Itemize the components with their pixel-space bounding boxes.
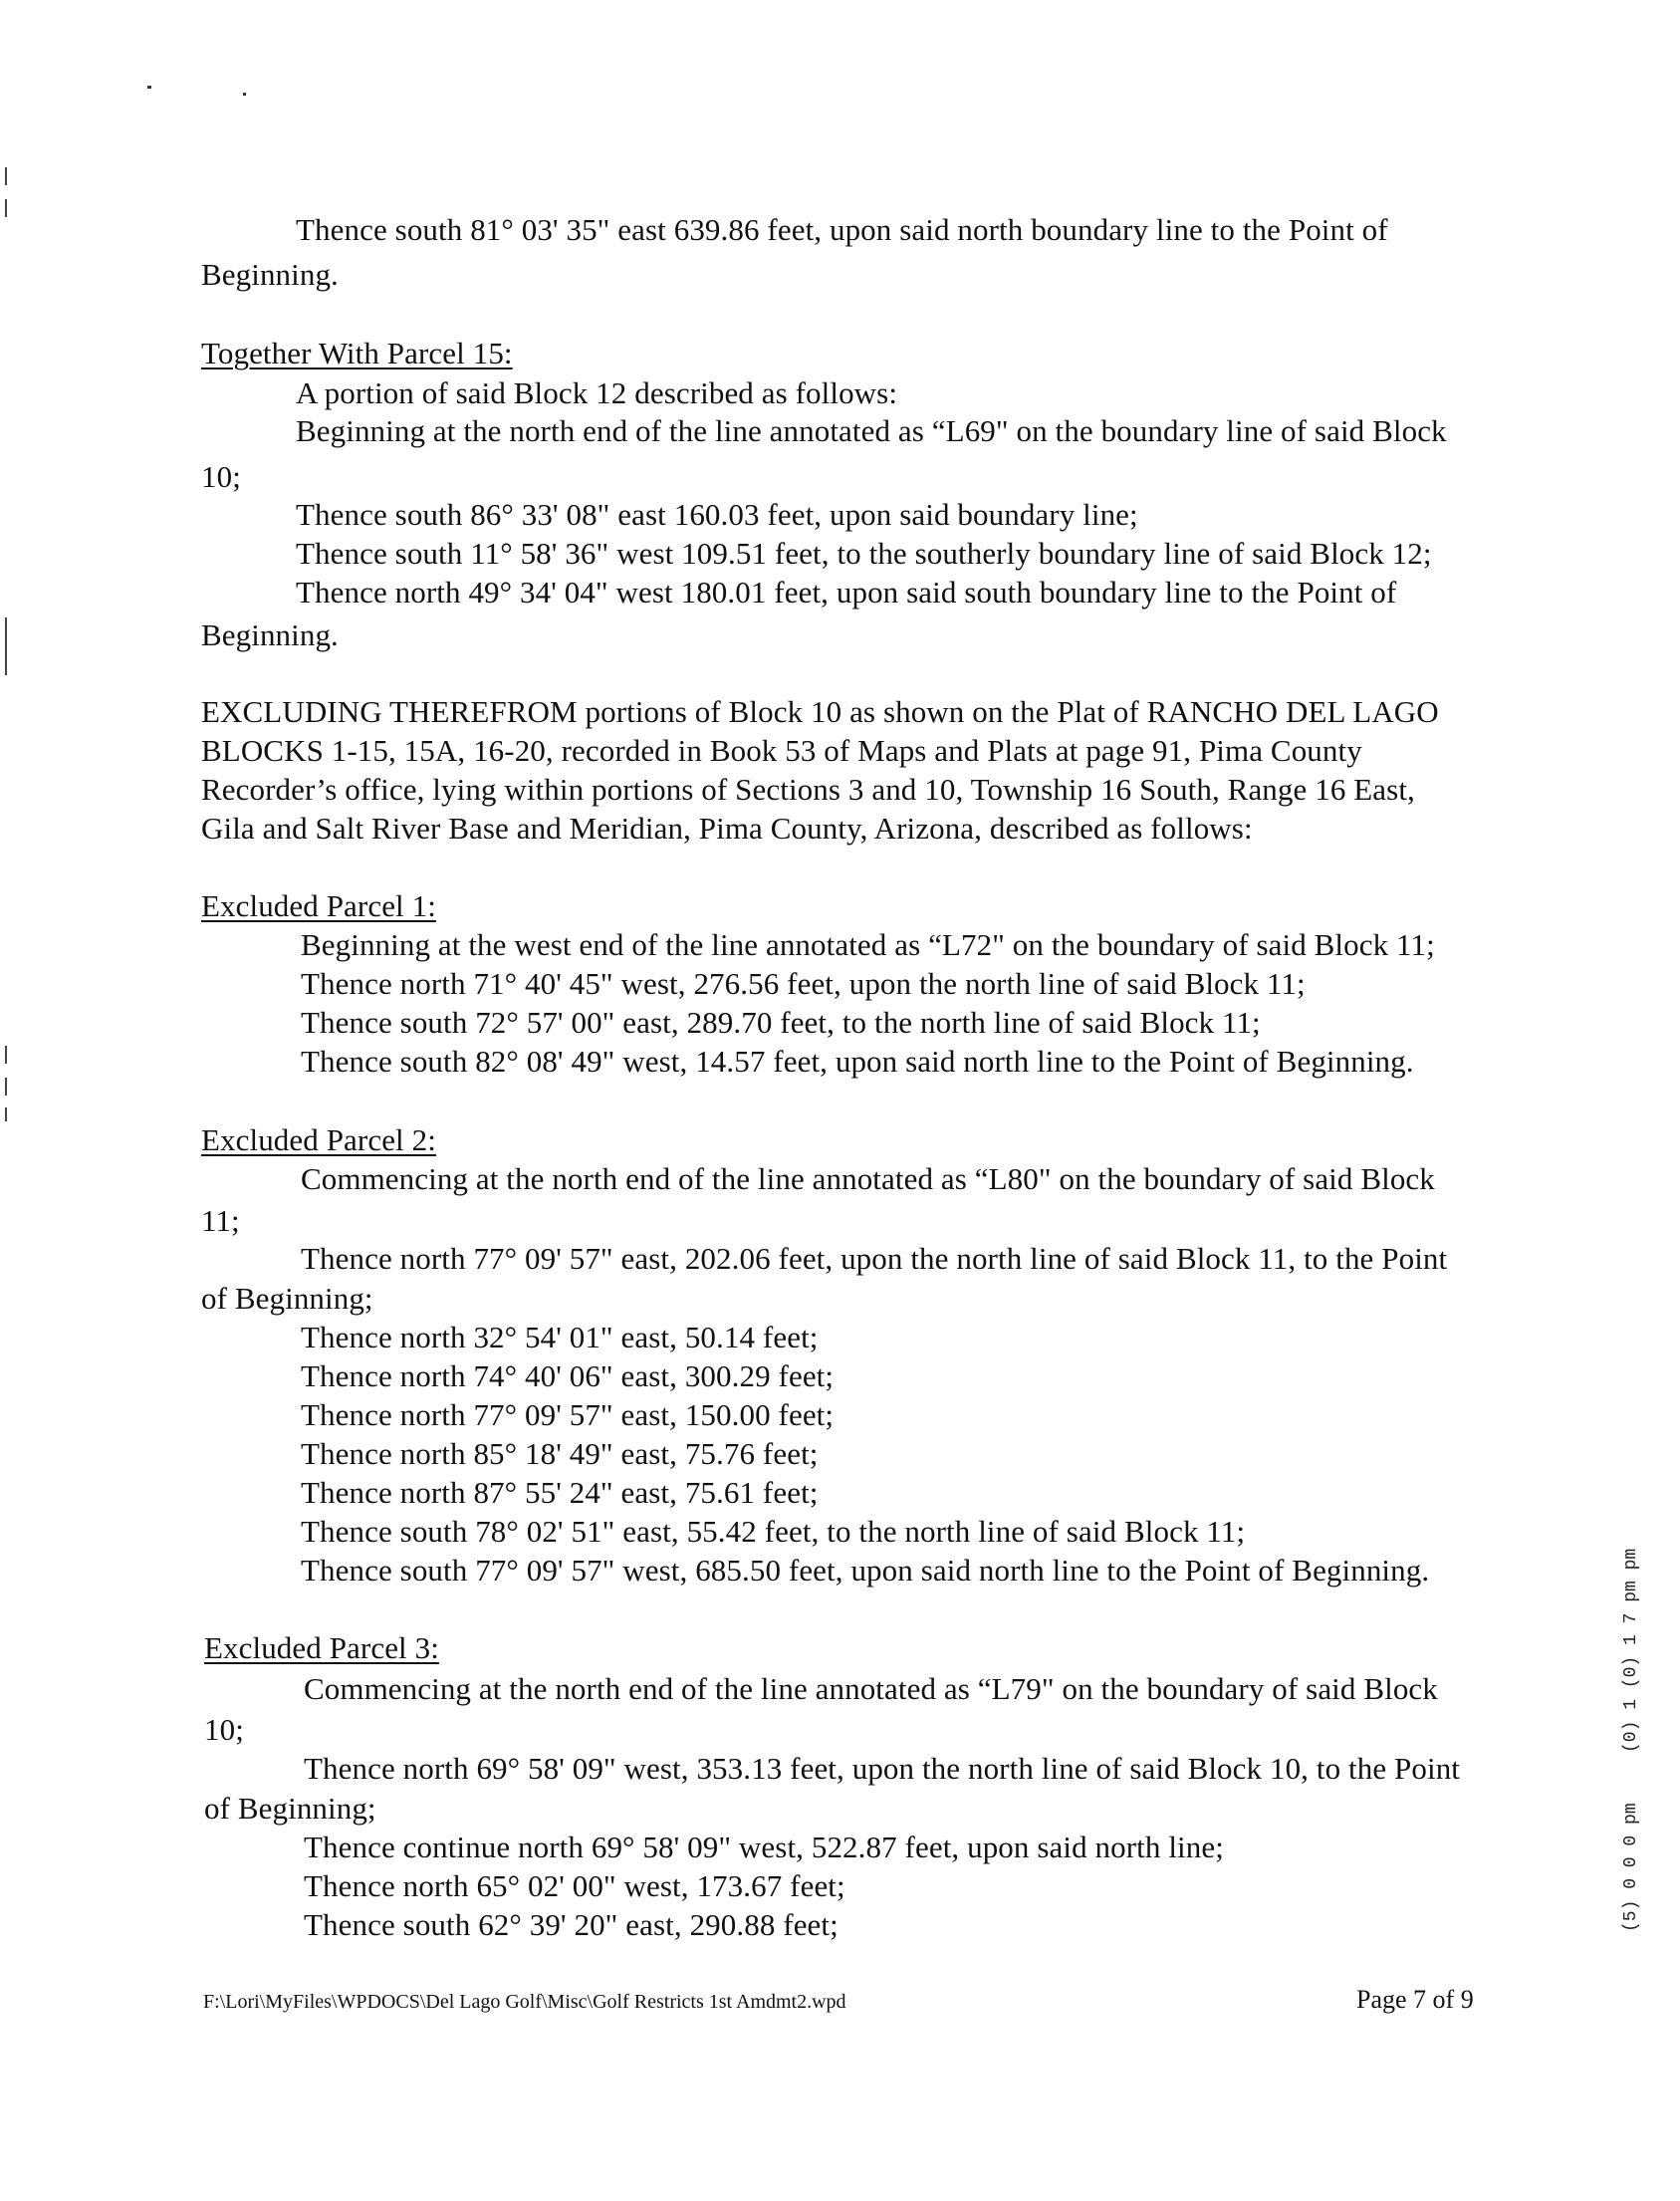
text-line: 10; [204,1712,244,1747]
text-line: of Beginning; [201,1281,373,1316]
recording-stamp-upper: (0) 1 (0) 1 7 pm pm [1621,1548,1641,1753]
text-line: Thence south 86° 33' 08" east 160.03 feet, upon said boundary line; [296,497,1138,532]
text-line: Thence south 77° 09' 57" west, 685.50 feet, upon said north line to the Point of Beginning. [301,1553,1430,1588]
text-line: Thence north 69° 58' 09" west, 353.13 feet, upon the north line of said Block 10, to the Point [304,1751,1461,1786]
scan-speck [243,93,246,96]
text-line: Beginning at the north end of the line annotated as “L69" on the boundary line of said Block [296,413,1447,448]
text-line: Commencing at the north end of the line annotated as “L80" on the boundary of said Block [301,1161,1435,1196]
section-heading: Excluded Parcel 3: [204,1630,439,1665]
text-line: Beginning. [201,617,339,652]
text-line: Thence north 77° 09' 57" east, 150.00 feet; [301,1397,835,1432]
section-heading: Together With Parcel 15: [201,336,513,370]
text-line: Thence north 87° 55' 24" east, 75.61 feet; [301,1475,819,1510]
text-line: Thence south 82° 08' 49" west, 14.57 feet, upon said north line to the Point of Beginning. [301,1044,1414,1079]
text-line: Thence continue north 69° 58' 09" west, 522.87 feet, upon said north line; [304,1830,1224,1864]
text-line: Thence north 85° 18' 49" east, 75.76 feet; [301,1436,819,1471]
text-line: of Beginning; [204,1791,376,1826]
text-line: Thence north 32° 54' 01" east, 50.14 feet; [301,1320,819,1354]
text-line: Thence north 77° 09' 57" east, 202.06 feet, upon the north line of said Block 11, to the Point [301,1241,1448,1276]
text-line: Thence north 74° 40' 06" east, 300.29 feet; [301,1358,835,1393]
text-line: BLOCKS 1-15, 15A, 16-20, recorded in Book 53 of Maps and Plats at page 91, Pima County [201,733,1362,768]
footer-file-path: F:\Lori\MyFiles\WPDOCS\Del Lago Golf\Misc\Golf Restricts 1st Amdmt2.wpd [203,1991,846,2013]
margin-mark [5,1078,7,1096]
margin-mark [5,1046,7,1064]
text-line: EXCLUDING THEREFROM portions of Block 10 as shown on the Plat of RANCHO DEL LAGO [201,694,1439,729]
text-line: Beginning at the west end of the line annotated as “L72" on the boundary of said Block 11; [301,927,1435,962]
margin-mark [5,167,7,185]
section-heading: Excluded Parcel 1: [201,888,436,923]
recording-stamp-lower: (5) 0 0 0 pm [1621,1803,1641,1932]
text-line: Gila and Salt River Base and Meridian, Pima County, Arizona, described as follows: [201,811,1253,846]
margin-mark [5,617,7,675]
text-line: Thence south 72° 57' 00" east, 289.70 feet, to the north line of said Block 11; [301,1005,1261,1040]
text-line: 11; [201,1203,240,1238]
footer-page-number: Page 7 of 9 [1356,1985,1474,2014]
margin-mark [5,1107,7,1121]
text-line: Commencing at the north end of the line annotated as “L79" on the boundary of said Block [304,1671,1438,1706]
scan-speck [147,86,151,89]
text-line: Thence north 65° 02' 00" west, 173.67 feet; [304,1868,845,1903]
text-line: 10; [201,459,241,494]
text-line: Thence north 49° 34' 04" west 180.01 feet, upon said south boundary line to the Point of [296,575,1397,610]
section-heading: Excluded Parcel 2: [201,1122,436,1157]
text-line: Thence north 71° 40' 45" west, 276.56 feet, upon the north line of said Block 11; [301,966,1306,1001]
text-line: Thence south 62° 39' 20" east, 290.88 feet; [304,1907,839,1942]
text-line: A portion of said Block 12 described as follows: [296,375,898,410]
text-line: Thence south 81° 03' 35" east 639.86 feet, upon said north boundary line to the Point of [296,212,1388,247]
text-line: Thence south 78° 02' 51" east, 55.42 feet, to the north line of said Block 11; [301,1514,1246,1549]
text-line: Recorder’s office, lying within portions of Sections 3 and 10, Township 16 South, Range 16 East, [201,772,1415,807]
text-line: Thence south 11° 58' 36" west 109.51 feet, to the southerly boundary line of said Block 12; [296,536,1432,571]
text-line: Beginning. [201,257,339,292]
margin-mark [5,199,7,217]
